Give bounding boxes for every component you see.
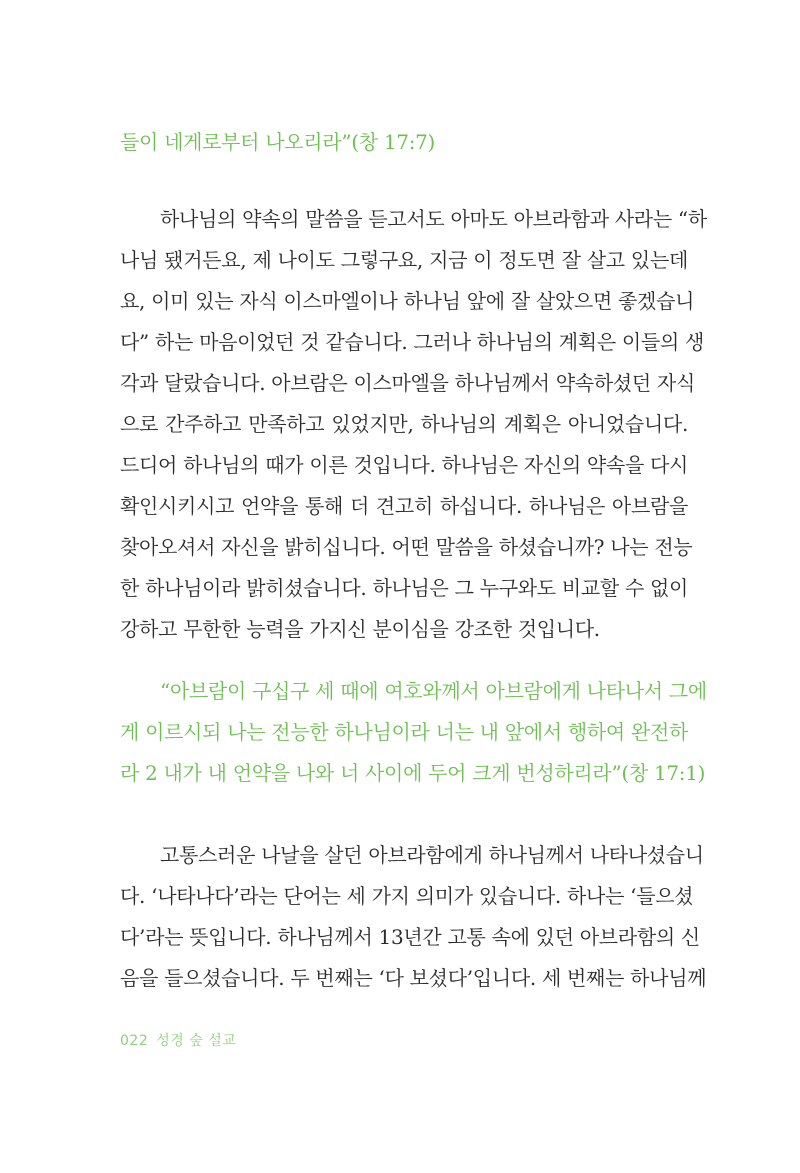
quote-middle [120,671,707,794]
paragraph-line: 요, 이미 있는 자식 이스마엘이나 하나님 앞에 잘 살았으면 좋겠습니 [120,289,695,313]
paragraph-line: 다’라는 뜻입니다. 하나님께서 13년간 고통 속에 있던 아브라함의 신 [120,925,700,949]
paragraph-line: 한 하나님이라 밝히셨습니다. 하나님은 그 누구와도 비교할 수 없이 [120,576,689,600]
paragraph-line: 각과 달랐습니다. 아브람은 이스마엘을 하나님께서 약속하셨던 자식 [120,371,695,395]
quote-line: 게 이르시되 나는 전능한 하나님이라 너는 내 앞에서 행하여 완전하 [120,720,689,744]
quote-top [120,122,688,163]
page-number: 022 [120,1033,149,1049]
paragraph-line: 찾아오셔서 자신을 밝히십니다. 어떤 말씀을 하셨습니까? 나는 전능 [120,535,693,559]
paragraph-line: 확인시키시고 언약을 통해 더 견고히 하십니다. 하나님은 아브람을 [120,494,688,518]
quote-top-line: 들이 네게로부터 나오리라”(창 17:7) [120,130,436,154]
paragraph-line: 나님 됐거든요, 제 나이도 그렇구요, 지금 이 정도면 잘 살고 있는데 [120,248,688,272]
paragraph-2 [120,835,707,999]
page-footer [120,1030,236,1050]
paragraph-line: 다. ‘나타나다’라는 단어는 세 가지 의미가 있습니다. 하나는 ‘들으셨 [120,884,694,908]
paragraph-line: 드디어 하나님의 때가 이른 것입니다. 하나님은 자신의 약속을 다시 [120,453,689,477]
paragraph-line: 하나님의 약속의 말씀을 듣고서도 아마도 아브라함과 사라는 “하 [160,207,707,231]
paragraph-1 [120,199,707,650]
book-title: 성경 숲 설교 [156,1033,237,1049]
paragraph-line: 강하고 무한한 능력을 가지신 분이심을 강조한 것입니다. [120,617,600,641]
quote-line: “아브람이 구십구 세 때에 여호와께서 아브람에게 나타나서 그에 [160,679,707,703]
paragraph-line: 으로 간주하고 만족하고 있었지만, 하나님의 계획은 아니었습니다. [120,412,688,436]
paragraph-line: 음을 들으셨습니다. 두 번째는 ‘다 보셨다’입니다. 세 번째는 하나님께 [120,966,707,990]
paragraph-line: 고통스러운 나날을 살던 아브라함에게 하나님께서 나타나셨습니 [160,843,704,867]
quote-line: 라 2 내가 내 언약을 나와 너 사이에 두어 크게 번성하리라”(창 17:1) [120,761,706,785]
paragraph-line: 다” 하는 마음이었던 것 같습니다. 그러나 하나님의 계획은 이들의 생 [120,330,705,354]
